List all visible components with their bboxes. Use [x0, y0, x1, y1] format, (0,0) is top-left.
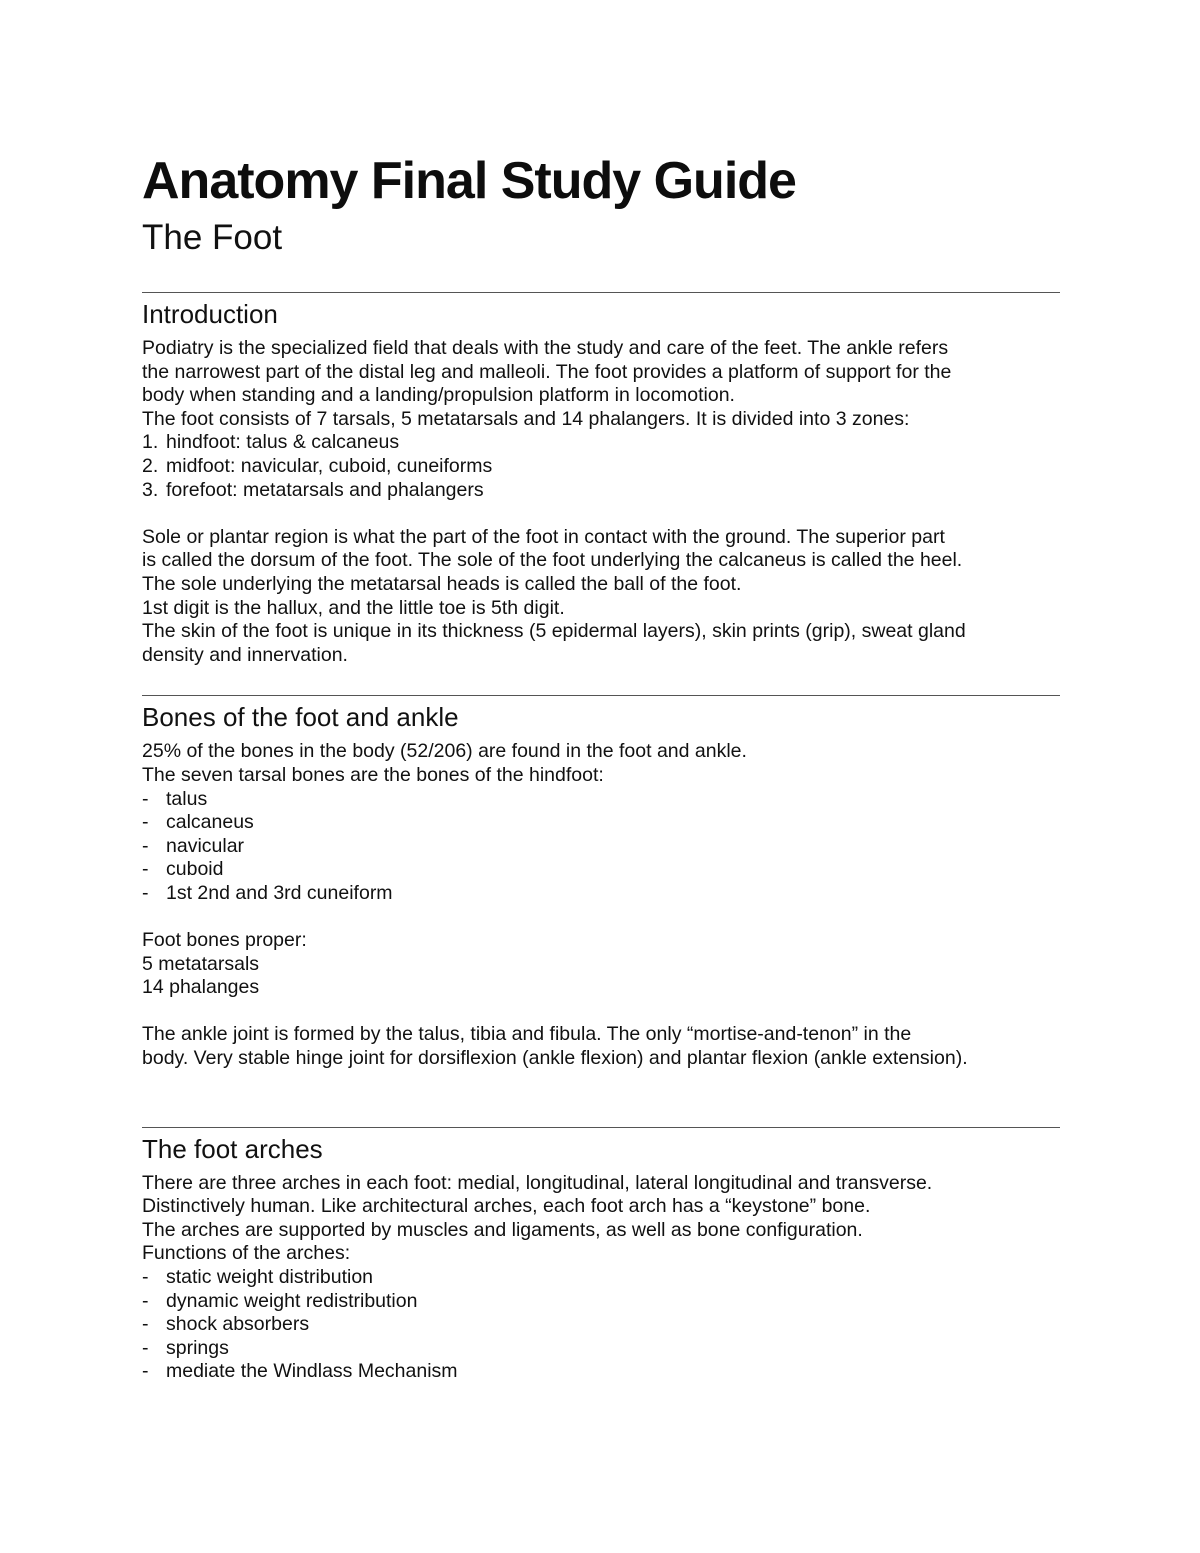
document-subtitle: The Foot — [142, 218, 283, 257]
section-introduction — [142, 292, 1060, 667]
list-dash: - — [142, 1360, 149, 1383]
list-item-text: shock absorbers — [166, 1313, 310, 1336]
list-item-text: hindfoot: talus & calcaneus — [166, 431, 400, 454]
paragraph-line: density and innervation. — [142, 643, 348, 666]
list-item-text: mediate the Windlass Mechanism — [166, 1360, 458, 1383]
list-item — [142, 811, 1060, 835]
paragraph-line: The skin of the foot is unique in its thickness (5 epidermal layers), skin prints (grip), sweat gland — [142, 620, 966, 643]
paragraph-line: Sole or plantar region is what the part of the foot in contact with the ground. The superior part — [142, 525, 945, 548]
paragraph-line: 5 metatarsals — [142, 952, 260, 975]
paragraph-spacer — [142, 905, 1060, 929]
list-item-text: midfoot: navicular, cuboid, cuneiforms — [166, 454, 493, 477]
list-item — [142, 858, 1060, 882]
list-item-text: talus — [166, 787, 208, 810]
paragraph-line: The seven tarsal bones are the bones of the hindfoot: — [142, 763, 604, 786]
list-item — [142, 1360, 1060, 1384]
list-dash: - — [142, 858, 149, 881]
list-item-text: dynamic weight redistribution — [166, 1289, 418, 1312]
list-item-text: navicular — [166, 834, 245, 857]
list-dash: - — [142, 1336, 149, 1359]
paragraph-line: Foot bones proper: — [142, 929, 307, 952]
list-item — [142, 431, 1060, 455]
document-page — [142, 150, 1060, 1384]
paragraph-line: There are three arches in each foot: medial, longitudinal, lateral longitudinal and transverse. — [142, 1171, 933, 1194]
document-title: Anatomy Final Study Guide — [142, 152, 796, 210]
section-arches — [142, 1127, 1060, 1384]
list-dash: - — [142, 811, 149, 834]
paragraph-line: body. Very stable hinge joint for dorsiflexion (ankle flexion) and plantar flexion (ankle extension). — [142, 1047, 968, 1070]
paragraph-line: 1st digit is the hallux, and the little toe is 5th digit. — [142, 596, 565, 619]
section-heading-bones: Bones of the foot and ankle — [142, 702, 459, 733]
list-item-text: forefoot: metatarsals and phalangers — [166, 478, 484, 501]
list-dash: - — [142, 1289, 149, 1312]
list-dash: - — [142, 1266, 149, 1288]
paragraph-line: Distinctively human. Like architectural arches, each foot arch has a “keystone” bone. — [142, 1195, 871, 1218]
list-item-text: 1st 2nd and 3rd cuneiform — [166, 881, 393, 904]
paragraph-line: the narrowest part of the distal leg and malleoli. The foot provides a platform of support for the — [142, 360, 952, 383]
paragraph-line: The foot consists of 7 tarsals, 5 metatarsals and 14 phalangers. It is divided into 3 zones: — [142, 407, 910, 430]
list-item — [142, 788, 1060, 812]
list-item — [142, 1313, 1060, 1337]
paragraph-line: 25% of the bones in the body (52/206) are found in the foot and ankle. — [142, 740, 747, 763]
list-item — [142, 882, 1060, 906]
list-item-text: static weight distribution — [166, 1266, 374, 1288]
list-number: 2. — [142, 454, 159, 477]
list-dash: - — [142, 881, 149, 904]
tarsal-list — [142, 788, 1060, 906]
list-dash: - — [142, 834, 149, 857]
paragraph-spacer — [142, 502, 1060, 526]
paragraph-line: The ankle joint is formed by the talus, tibia and fibula. The only “mortise-and-tenon” in the — [142, 1023, 912, 1046]
list-item — [142, 479, 1060, 503]
list-number: 1. — [142, 431, 159, 454]
paragraph-line: is called the dorsum of the foot. The sole of the foot underlying the calcaneus is called the heel. — [142, 549, 963, 572]
list-item — [142, 835, 1060, 859]
paragraph-line: Podiatry is the specialized field that deals with the study and care of the feet. The ankle refers — [142, 337, 949, 359]
section-heading-arches: The foot arches — [142, 1133, 323, 1164]
list-dash: - — [142, 787, 149, 810]
list-number: 3. — [142, 478, 159, 501]
list-dash: - — [142, 1313, 149, 1336]
paragraph-line: The sole underlying the metatarsal heads is called the ball of the foot. — [142, 572, 742, 595]
section-heading-introduction: Introduction — [142, 299, 278, 329]
arch-functions-list — [142, 1266, 1060, 1384]
list-item-text: calcaneus — [166, 811, 254, 834]
list-item — [142, 455, 1060, 479]
paragraph-spacer — [142, 1000, 1060, 1024]
paragraph-line: Functions of the arches: — [142, 1242, 351, 1265]
paragraph-line: The arches are supported by muscles and ligaments, as well as bone configuration. — [142, 1218, 863, 1241]
paragraph-line: 14 phalanges — [142, 976, 260, 999]
list-item — [142, 1266, 1060, 1290]
paragraph-line: body when standing and a landing/propulsion platform in locomotion. — [142, 384, 735, 407]
zones-list — [142, 431, 1060, 502]
list-item-text: springs — [166, 1336, 229, 1359]
section-bones — [142, 695, 1060, 1070]
list-item-text: cuboid — [166, 858, 224, 881]
list-item — [142, 1290, 1060, 1314]
list-item — [142, 1337, 1060, 1361]
